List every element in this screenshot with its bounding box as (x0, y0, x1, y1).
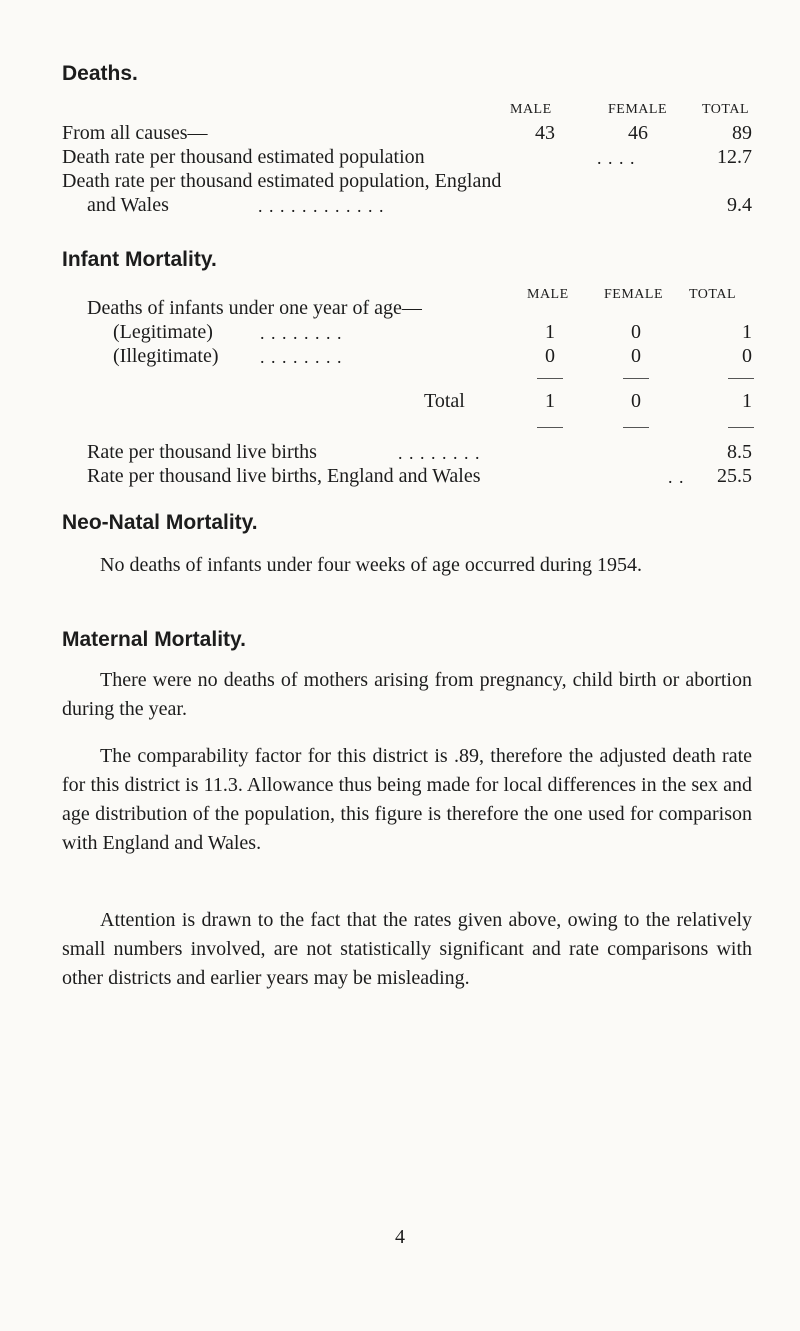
illegitimate-male: 0 (545, 345, 555, 367)
all-causes-label: From all causes— (62, 122, 208, 144)
infant-total-total: 1 (742, 390, 752, 412)
total-rule-female (623, 427, 649, 428)
legitimate-dots: . . . . . . . . (260, 323, 343, 343)
death-rate-ew-dots: . . . . . . . . . . . . (258, 196, 385, 216)
death-rate-label: Death rate per thousand estimated population (62, 146, 425, 168)
comparability-paragraph (62, 742, 752, 858)
live-birth-rate-value: 8.5 (727, 441, 752, 463)
maternal-heading: Maternal Mortality. (62, 628, 246, 651)
death-rate-ew-label-line1: Death rate per thousand estimated population, England (62, 170, 502, 192)
subtotal-rule-female (623, 378, 649, 379)
live-birth-rate-label: Rate per thousand live births (87, 441, 317, 463)
comparability-text: The comparability factor for this district is .89, therefore the adjusted death rate for this district is 11.3. Allowance thus being made for local differences in the sex and age distribution of the population, this figure is therefore the one used for comparison with England and Wales. (62, 745, 752, 854)
all-causes-total: 89 (732, 122, 752, 144)
illegitimate-female: 0 (631, 345, 641, 367)
attention-paragraph (62, 906, 752, 993)
infant-deaths-label: Deaths of infants under one year of age— (87, 297, 422, 319)
infant-total-label: Total (424, 390, 465, 412)
infant-total-male: 1 (545, 390, 555, 412)
death-rate-value: 12.7 (717, 146, 752, 168)
maternal-paragraph (62, 666, 752, 724)
legitimate-total: 1 (742, 321, 752, 343)
infant-total-female: 0 (631, 390, 641, 412)
all-causes-female: 46 (628, 122, 648, 144)
infant-col-male: MALE (527, 287, 569, 302)
death-rate-ew-value: 9.4 (727, 194, 752, 216)
maternal-text: There were no deaths of mothers arising from pregnancy, child birth or abortion during the year. (62, 669, 752, 720)
total-rule-total (728, 427, 754, 428)
infant-col-female: FEMALE (604, 287, 663, 302)
deaths-col-total: TOTAL (702, 102, 750, 117)
all-causes-male: 43 (535, 122, 555, 144)
live-birth-rate-dots: . . . . . . . . (398, 443, 481, 463)
infant-mortality-heading: Infant Mortality. (62, 248, 217, 271)
total-rule-male (537, 427, 563, 428)
death-rate-ew-label-line2: and Wales (87, 194, 169, 216)
legitimate-male: 1 (545, 321, 555, 343)
illegitimate-total: 0 (742, 345, 752, 367)
page-number: 4 (395, 1226, 405, 1248)
attention-text: Attention is drawn to the fact that the rates given above, owing to the relatively small numbers involved, are not statistically significant and rate comparisons with other districts and earlier years may be misleading. (62, 909, 752, 989)
live-birth-rate-ew-value: 25.5 (717, 465, 752, 487)
death-rate-dots: . . . . (597, 148, 636, 168)
deaths-col-female: FEMALE (608, 102, 667, 117)
subtotal-rule-total (728, 378, 754, 379)
live-birth-rate-ew-dots: . . (668, 467, 685, 487)
legitimate-label: (Legitimate) (113, 321, 213, 343)
deaths-heading: Deaths. (62, 62, 138, 85)
neonatal-text: No deaths of infants under four weeks of age occurred during 1954. (100, 554, 643, 576)
subtotal-rule-male (537, 378, 563, 379)
deaths-col-male: MALE (510, 102, 552, 117)
neonatal-paragraph (62, 551, 752, 580)
infant-col-total: TOTAL (689, 287, 737, 302)
legitimate-female: 0 (631, 321, 641, 343)
live-birth-rate-ew-label: Rate per thousand live births, England and Wales (87, 465, 481, 487)
neonatal-heading: Neo-Natal Mortality. (62, 511, 258, 534)
illegitimate-label: (Illegitimate) (113, 345, 219, 367)
illegitimate-dots: . . . . . . . . (260, 347, 343, 367)
